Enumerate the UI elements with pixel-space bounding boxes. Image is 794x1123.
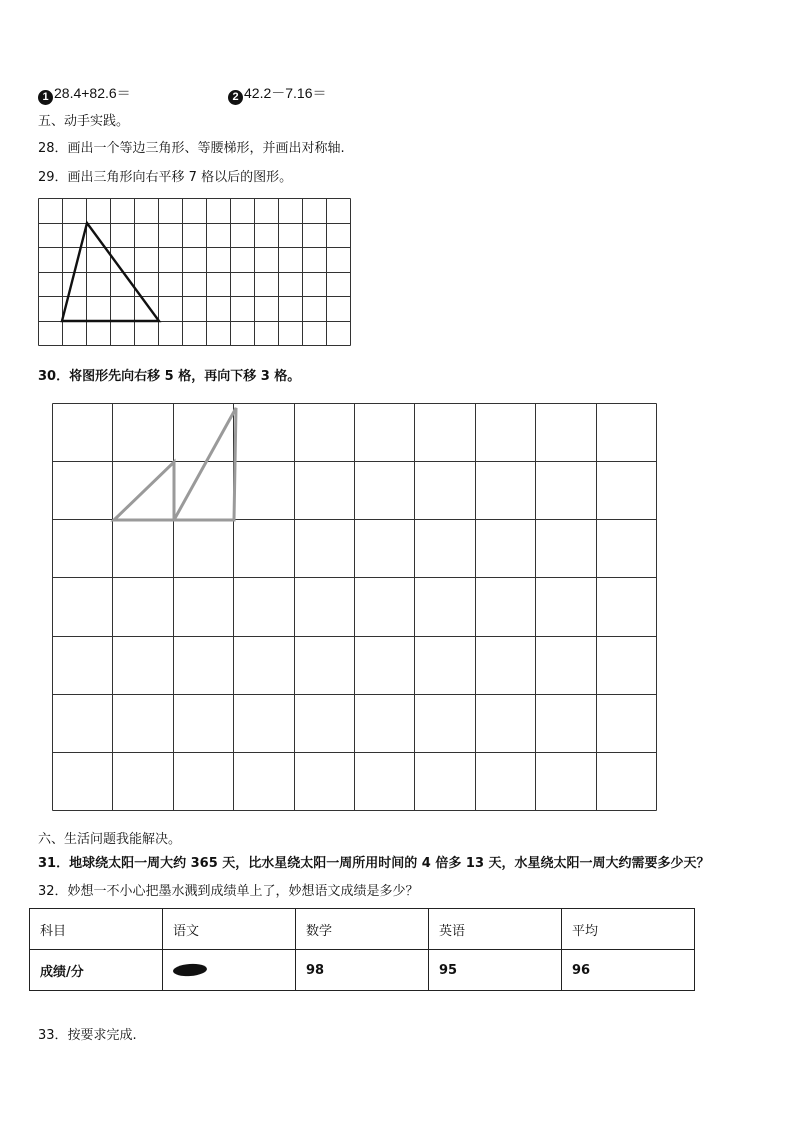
section-5-heading: 五、动手实践。 — [38, 114, 130, 129]
question-29: 29．画出三角形向右平移 7 格以后的图形。 — [38, 170, 293, 185]
calc-item-1 — [38, 83, 131, 105]
average-score: 96 — [562, 950, 695, 991]
q30-small-triangle — [114, 462, 174, 520]
circled-number-1: 1 — [38, 90, 53, 105]
header-math: 数学 — [296, 909, 429, 950]
calc-expression-2: 42.2－7.16＝ — [244, 85, 327, 101]
calc-item-2 — [228, 83, 327, 105]
score-table — [29, 908, 695, 991]
header-english: 英语 — [429, 909, 562, 950]
math-score: 98 — [296, 950, 429, 991]
q30-shape — [114, 408, 236, 520]
q29-grid-lines — [39, 199, 351, 346]
calc-expression-1: 28.4+82.6＝ — [54, 85, 131, 101]
header-average: 平均 — [562, 909, 695, 950]
chinese-score-ink-blot — [163, 950, 296, 991]
q30-tall-triangle — [174, 408, 236, 520]
ink-blot-icon — [173, 963, 208, 977]
circled-number-2: 2 — [228, 90, 243, 105]
header-chinese: 语文 — [163, 909, 296, 950]
english-score: 95 — [429, 950, 562, 991]
question-33: 33．按要求完成. — [38, 1028, 137, 1043]
q29-grid — [38, 198, 351, 346]
question-30: 30．将图形先向右移 5 格，再向下移 3 格。 — [38, 369, 301, 384]
score-table-value-row — [30, 950, 695, 991]
row-label-score: 成绩/分 — [30, 950, 163, 991]
q30-grid — [52, 403, 657, 811]
section-6-heading: 六、生活问题我能解决。 — [38, 832, 182, 847]
header-subject: 科目 — [30, 909, 163, 950]
question-28: 28．画出一个等边三角形、等腰梯形，并画出对称轴. — [38, 141, 345, 156]
question-32: 32．妙想一不小心把墨水溅到成绩单上了，妙想语文成绩是多少？ — [38, 884, 419, 899]
score-table-header-row — [30, 909, 695, 950]
q30-grid-lines — [53, 404, 657, 811]
question-31: 31．地球绕太阳一周大约 365 天，比水星绕太阳一周所用时间的 4 倍多 13 天，水星绕太阳一周大约需要多少天？ — [38, 856, 710, 871]
